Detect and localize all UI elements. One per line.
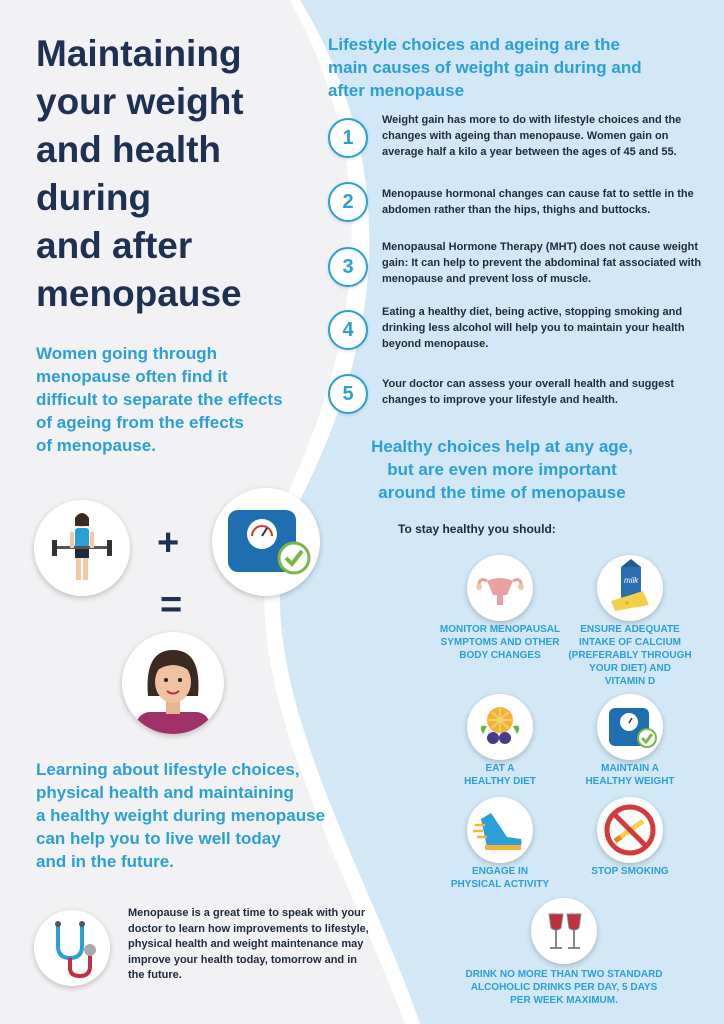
- learning-text: Learning about lifestyle choices, physical health and maintaining a healthy weight during menopause can help you to live well today and in the future.: [36, 760, 326, 871]
- scale-icon: [597, 694, 663, 760]
- tip-monitor: MONITOR MENOPAUSAL SYMPTOMS AND OTHER BODY CHANGES: [439, 624, 561, 661]
- point-text: Weight gain has more to do with lifestyle choices and the changes with ageing than menopause. Women gain on average half a kilo a year between the ages of 45 and 55.: [382, 114, 682, 158]
- point-text: Menopausal Hormone Therapy (MHT) does not cause weight gain: It can help to prevent the abdominal fat associated with menopause and prevent loss of muscle.: [382, 241, 702, 285]
- uterus-icon: [467, 555, 533, 621]
- point-1: [328, 114, 708, 162]
- stethoscope-icon: [34, 910, 110, 986]
- milk-label: milk: [624, 576, 639, 585]
- woman-weightlifting-icon: [34, 500, 130, 596]
- stay-healthy-label: To stay healthy you should:: [398, 522, 556, 536]
- lifestyle-heading: Lifestyle choices and ageing are the main causes of weight gain during and after menopause: [328, 35, 642, 100]
- point-text: Eating a healthy diet, being active, stopping smoking and drinking less alcohol will help you to maintain your health beyond menopause.: [382, 306, 685, 350]
- point-4: [328, 306, 708, 354]
- point-3: [328, 241, 708, 291]
- point-5: [328, 374, 708, 418]
- point-text: Your doctor can assess your overall health and suggest changes to improve your lifestyle and health.: [382, 378, 674, 406]
- plus-sign: +: [157, 522, 180, 564]
- intro-text: Women going through menopause often find it difficult to separate the effects of ageing from the effects of menopause.: [36, 344, 283, 455]
- tip-diet: EAT A HEALTHY DIET: [464, 763, 536, 787]
- point-number: 3: [328, 247, 368, 287]
- woman-face-icon: [122, 632, 224, 734]
- page-title: Maintaining your weight and health during and after menopause: [36, 33, 244, 314]
- tip-smoking: STOP SMOKING: [591, 866, 669, 877]
- point-text: Menopause hormonal changes can cause fat to settle in the abdomen rather than the hips, thighs and buttocks.: [382, 188, 694, 216]
- tip-activity: ENGAGE IN PHYSICAL ACTIVITY: [450, 866, 550, 890]
- fruit-icon: [467, 694, 533, 760]
- healthy-heading: Healthy choices help at any age, but are even more important around the time of menopause: [371, 437, 633, 502]
- milk-cheese-icon: [597, 555, 663, 621]
- tip-weight: MAINTAIN A HEALTHY WEIGHT: [585, 763, 675, 787]
- running-shoe-icon: [467, 797, 533, 863]
- tip-alcohol: DRINK NO MORE THAN TWO STANDARD ALCOHOLIC DRINKS PER DAY, 5 DAYS PER WEEK MAXIMUM.: [465, 969, 663, 1006]
- point-number: 2: [328, 182, 368, 222]
- scale-check-icon: [212, 488, 320, 596]
- point-2: [328, 182, 708, 226]
- tip-calcium: ENSURE ADEQUATE INTAKE OF CALCIUM (PREFERABLY THROUGH YOUR DIET) AND VITAMIN D: [568, 624, 692, 687]
- point-number: 4: [328, 310, 368, 350]
- equals-sign: =: [160, 584, 183, 626]
- point-number: 5: [328, 374, 368, 414]
- no-smoking-icon: [597, 797, 663, 863]
- doctor-note: Menopause is a great time to speak with your doctor to learn how improvements to lifestyle, physical health and weight maintenance may improve your health today, tomorrow and in the future.: [128, 907, 369, 981]
- wine-glasses-icon: [531, 898, 597, 964]
- point-number: 1: [328, 118, 368, 158]
